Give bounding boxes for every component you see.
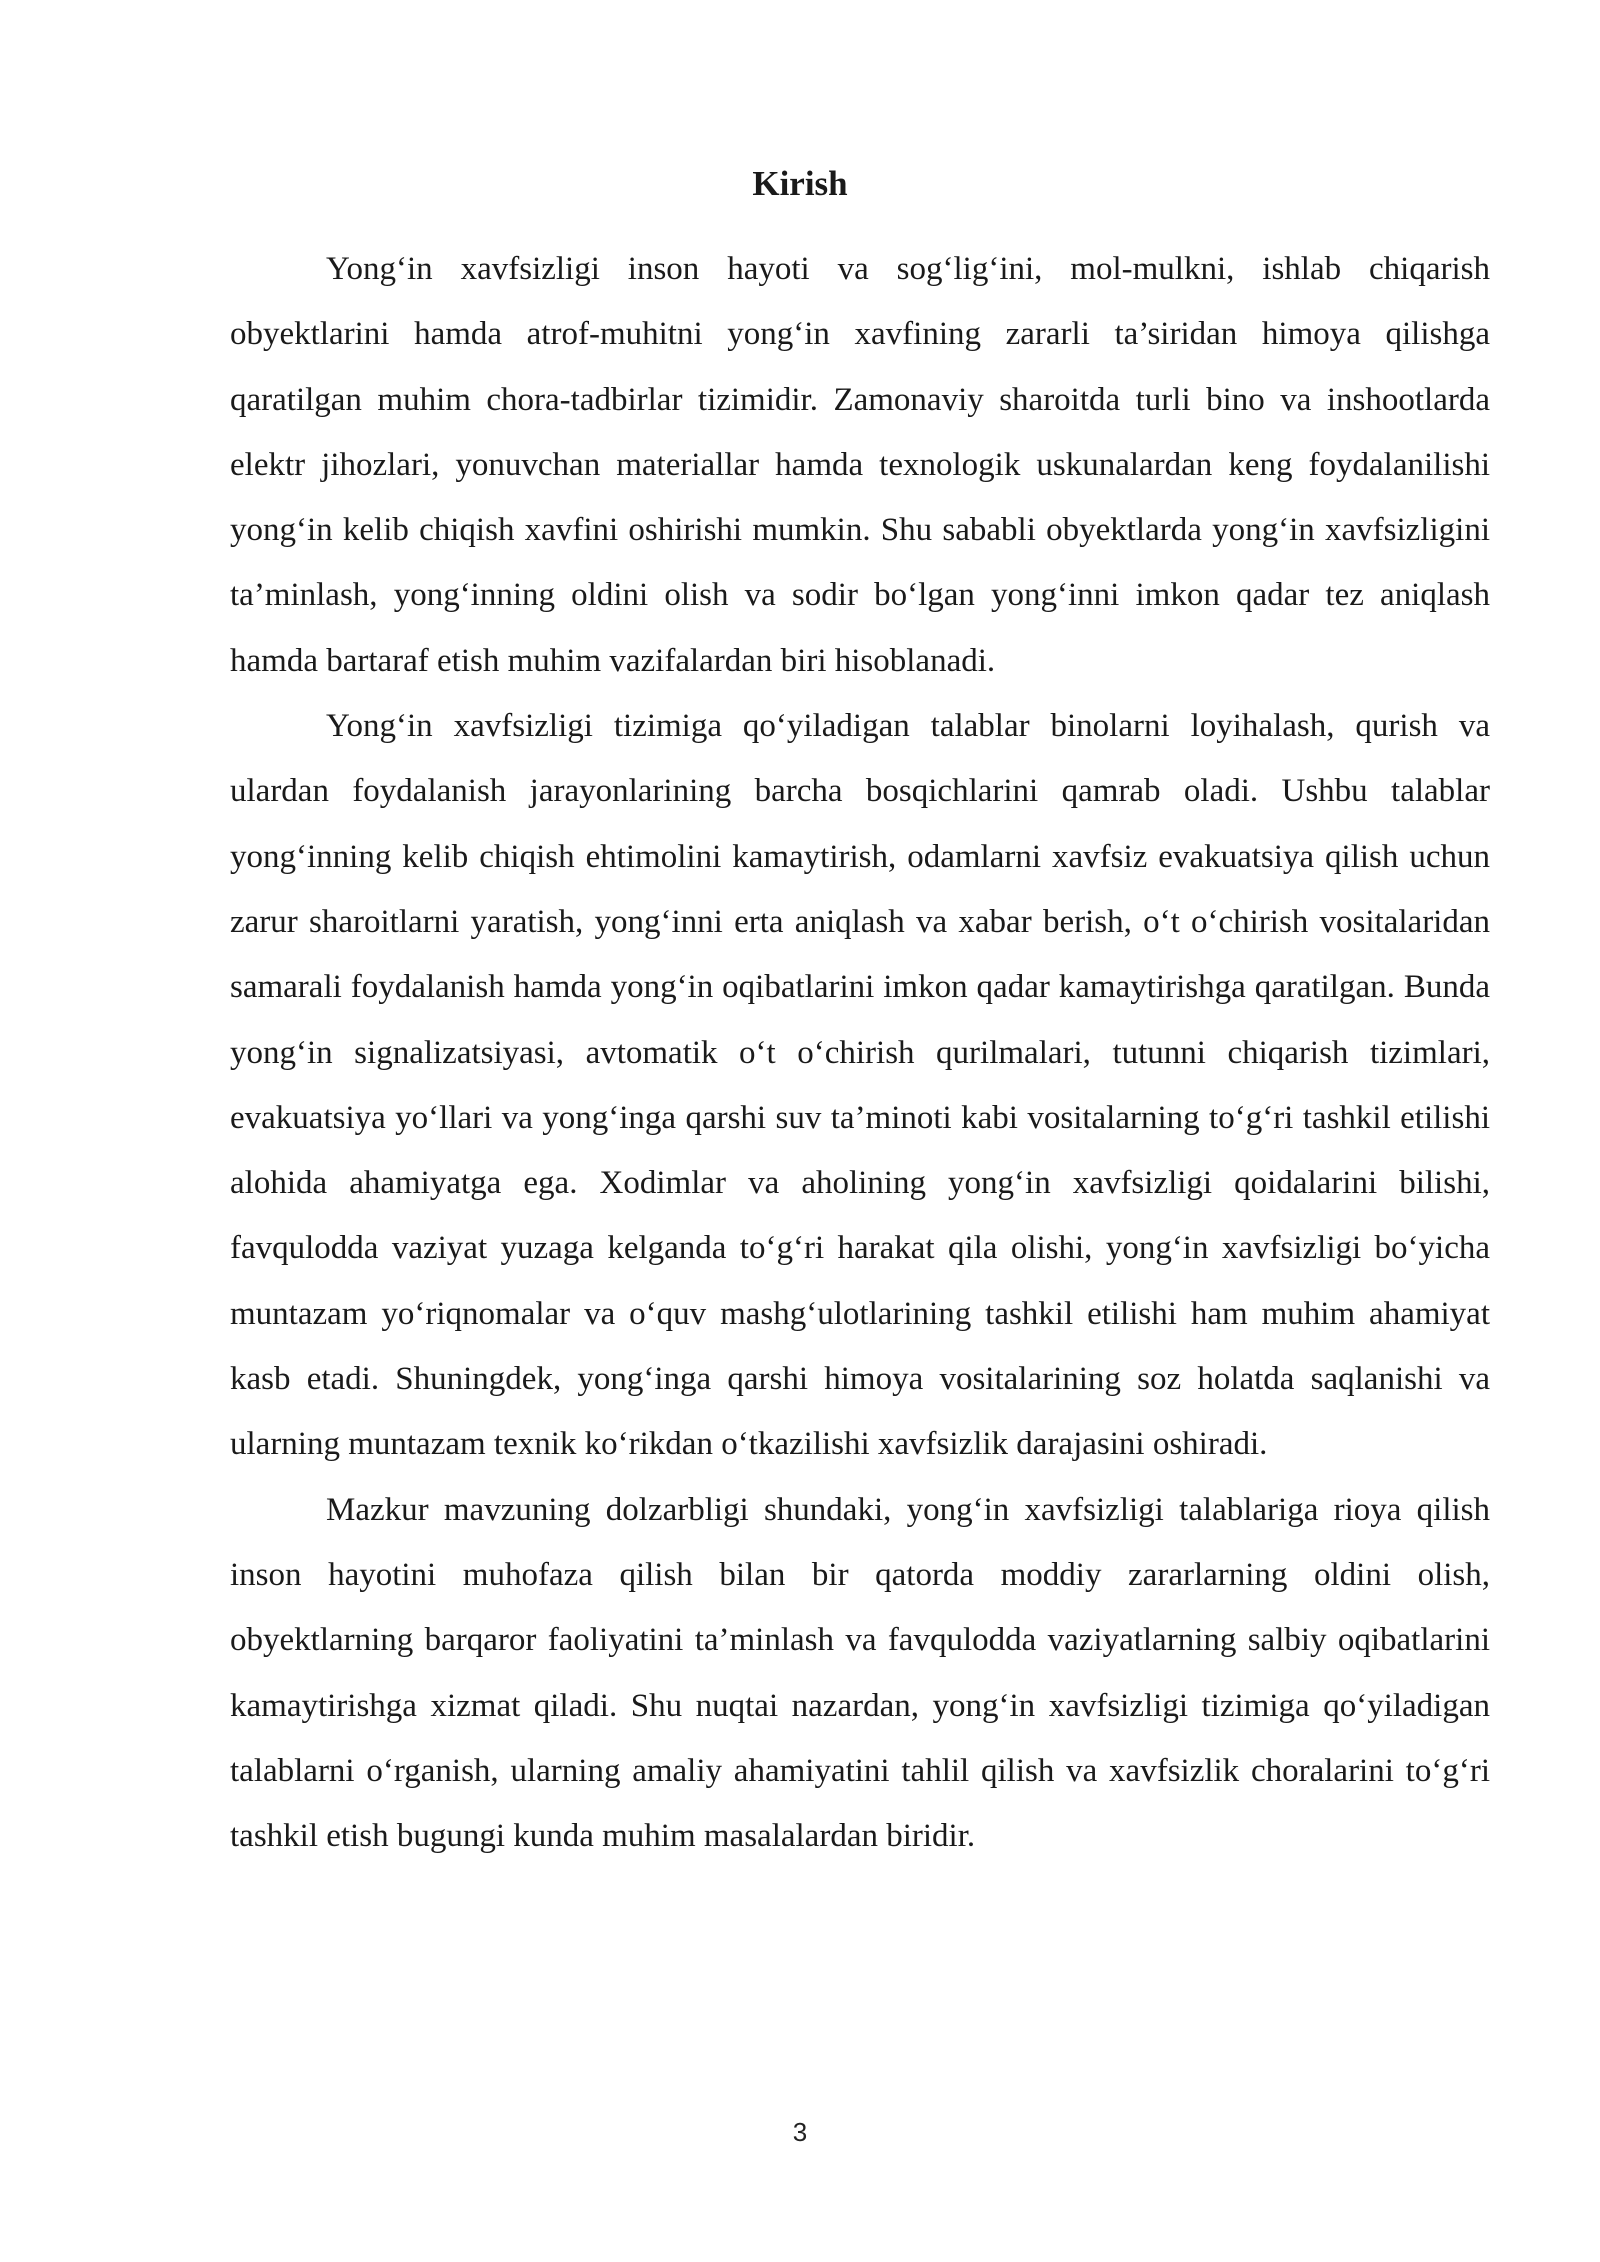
paragraph-2: Yong‘in xavfsizligi tizimiga qo‘yiladigan talablar binolarni loyihalash, qurish va ulardan foydalanish jarayonlarining barcha bosqichlarini qamrab oladi. Ushbu talablar yong‘inning kelib chiqish ehtimolini kamaytirish, odamlarni xavfsiz evakuatsiya qilish uchun zarur sharoitlarni yaratish, yong‘inni erta aniqlash va xabar berish, o‘t o‘chirish vositalaridan samarali foydalanish hamda yong‘in oqibatlarini imkon qadar kamaytirishga qaratilgan. Bunda yong‘in signalizatsiyasi, avtomatik o‘t o‘chirish qurilmalari, tutunni chiqarish tizimlari, evakuatsiya yo‘llari va yong‘inga qarshi suv ta’minoti kabi vositalarning to‘g‘ri tashkil etilishi alohida ahamiyatga ega. Xodimlar va aholining yong‘in xavfsizligi qoidalarini bilishi, favqulodda vaziyat yuzaga kelganda to‘g‘ri harakat qila olishi, yong‘in xavfsizligi bo‘yicha muntazam yo‘riqnomalar va o‘quv mashg‘ulotlarining tashkil etilishi ham muhim ahamiyat kasb etadi. Shuningdek, yong‘inga qarshi himoya vositalarining soz holatda saqlanishi va ularning muntazam texnik ko‘rikdan o‘tkazilishi xavfsizlik darajasini oshiradi. (230, 708, 1490, 1463)
paragraph-3: Mazkur mavzuning dolzarbligi shundaki, yong‘in xavfsizligi talablariga rioya qilish inson hayotini muhofaza qilish bilan bir qatorda moddiy zararlarning oldini olish, obyektlarning barqaror faoliyatini ta’minlash va favqulodda vaziyatlarning salbiy oqibatlarini kamaytirishga xizmat qiladi. Shu nuqtai nazardan, yong‘in xavfsizligi tizimiga qo‘yiladigan talablarni o‘rganish, ularning amaliy ahamiyatini tahlil qilish va xavfsizlik choralarini to‘g‘ri tashkil etish bugungi kunda muhim masalalardan biridir. (230, 1491, 1490, 1855)
section-title: Kirish (752, 164, 848, 203)
paragraph-1: Yong‘in xavfsizligi inson hayoti va sog‘lig‘ini, mol-mulkni, ishlab chiqarish obyektlarini hamda atrof-muhitni yong‘in xavfining zararli ta’siridan himoya qilishga qaratilgan muhim chora-tadbirlar tizimidir. Zamonaviy sharoitda turli bino va inshootlarda elektr jihozlari, yonuvchan materiallar hamda texnologik uskunalardan keng foydalanilishi yong‘in kelib chiqish xavfini oshirishi mumkin. Shu sababli obyektlarda yong‘in xavfsizligini ta’minlash, yong‘inning oldini olish va sodir bo‘lgan yong‘inni imkon qadar tez aniqlash hamda bartaraf etish muhim vazifalardan biri hisoblanadi. (230, 251, 1490, 679)
body-text (230, 237, 1490, 1869)
page-number: 3 (792, 2117, 808, 2147)
